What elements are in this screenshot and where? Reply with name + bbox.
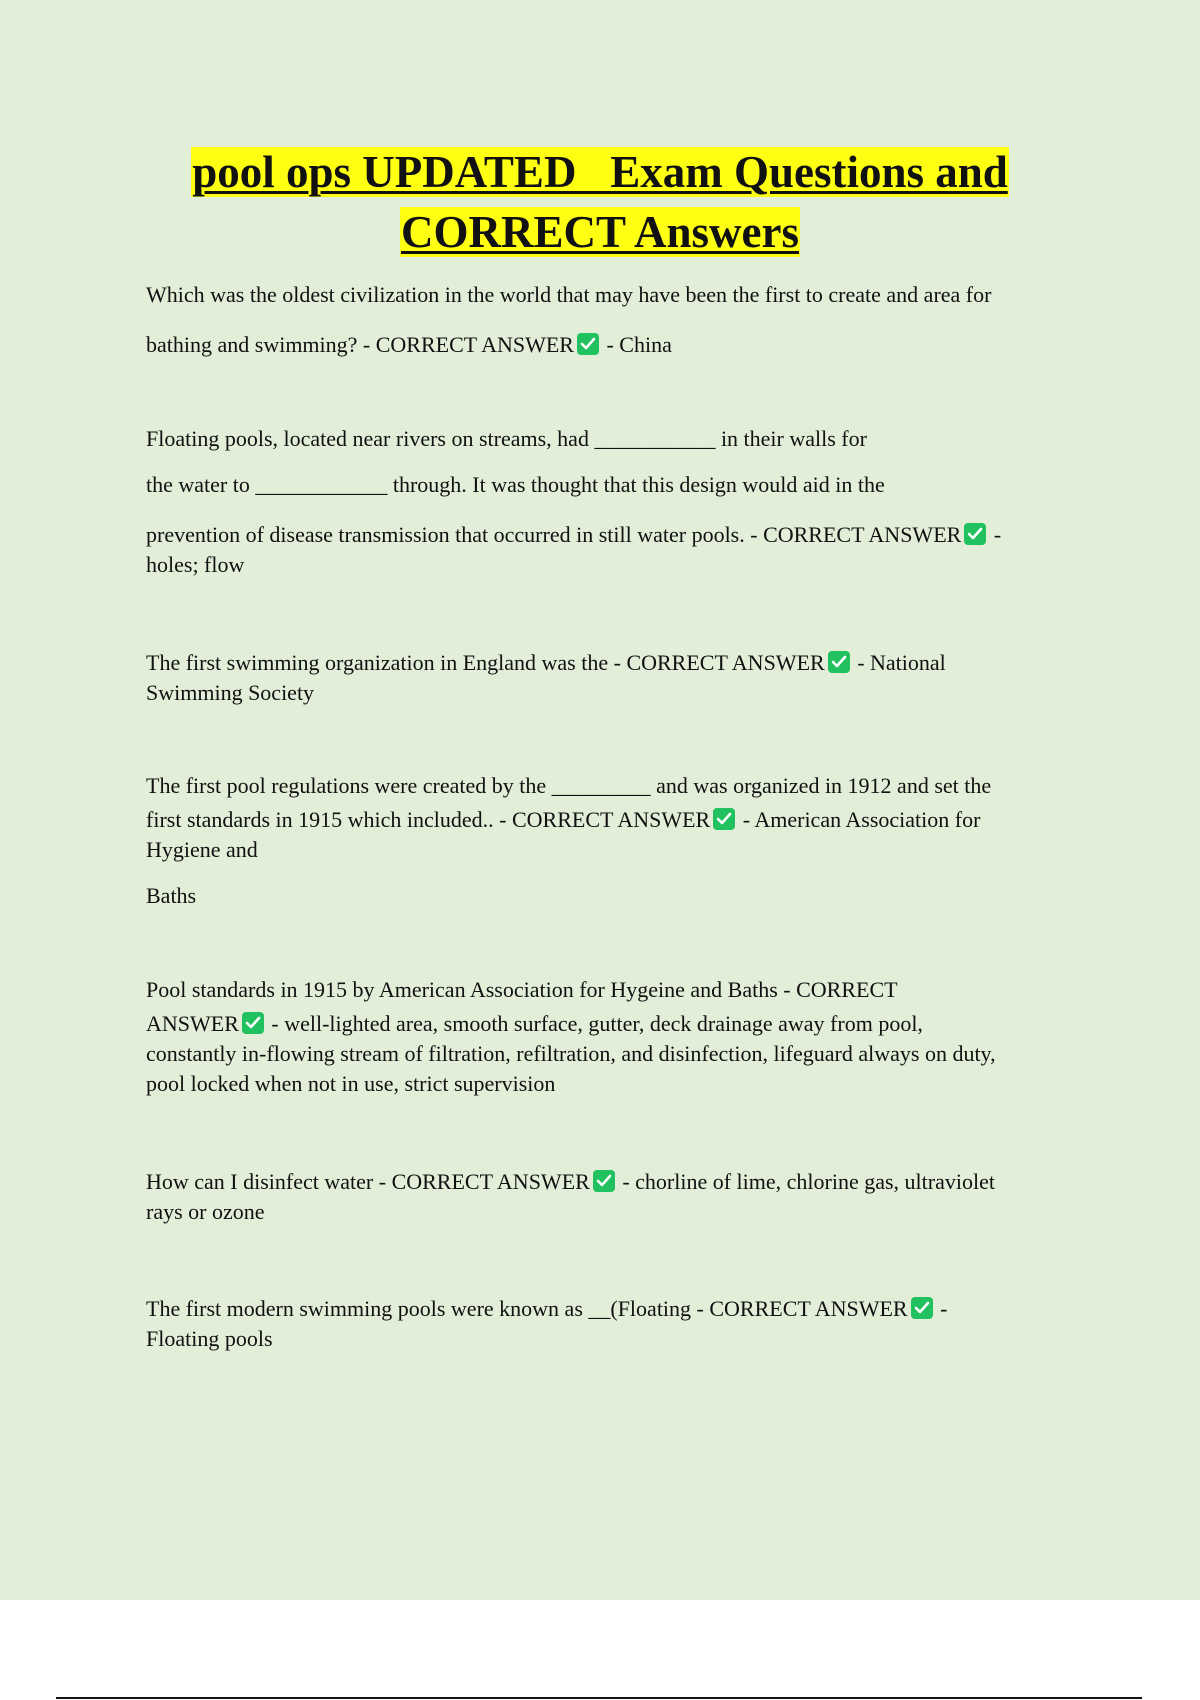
answer-text: - American Association for xyxy=(737,807,981,832)
qa-item-2 xyxy=(146,424,1086,580)
answer-text: - China xyxy=(600,332,672,357)
qa-item-6 xyxy=(146,1167,1086,1227)
answer-text: - xyxy=(988,522,1002,547)
answer-text: holes; flow xyxy=(146,552,245,577)
footer-divider xyxy=(56,1697,1142,1699)
question-text: prevention of disease transmission that occurred in still water pools. - CORRECT ANSWER xyxy=(146,522,962,547)
title-line-1: pool ops UPDATED Exam Questions and xyxy=(192,147,1008,197)
qa-item-1 xyxy=(146,280,1086,360)
question-text: bathing and swimming? - CORRECT ANSWER xyxy=(146,332,574,357)
answer-text: rays or ozone xyxy=(146,1199,265,1224)
answer-text: constantly in-flowing stream of filtration, refiltration, and disinfection, lifeguard always on duty, xyxy=(146,1041,996,1066)
check-mark-icon xyxy=(964,523,986,545)
title-line-2: CORRECT Answers xyxy=(401,207,799,257)
question-text: first standards in 1915 which included.. - CORRECT ANSWER xyxy=(146,807,711,832)
answer-text: Floating pools xyxy=(146,1326,273,1351)
document-title xyxy=(0,142,1200,262)
question-text: The first modern swimming pools were known as __(Floating - CORRECT ANSWER xyxy=(146,1296,908,1321)
question-text: ANSWER xyxy=(146,1011,239,1036)
qa-item-3 xyxy=(146,648,1086,708)
qa-item-4 xyxy=(146,771,1086,911)
answer-text: Hygiene and xyxy=(146,837,258,862)
answer-text: - xyxy=(934,1296,948,1321)
question-text: Which was the oldest civilization in the world that may have been the first to create and area for xyxy=(146,282,992,307)
check-mark-icon xyxy=(713,808,735,830)
answer-text: - well-lighted area, smooth surface, gutter, deck drainage away from pool, xyxy=(265,1011,923,1036)
answer-text: - chorline of lime, chlorine gas, ultraviolet xyxy=(616,1169,995,1194)
question-text: The first swimming organization in England was the - CORRECT ANSWER xyxy=(146,650,825,675)
qa-item-7 xyxy=(146,1294,1086,1354)
answer-text: - National xyxy=(851,650,946,675)
question-text: How can I disinfect water - CORRECT ANSWER xyxy=(146,1169,590,1194)
question-text: The first pool regulations were created by the _________ and was organized in 1912 and set the xyxy=(146,773,992,798)
question-text: Pool standards in 1915 by American Association for Hygeine and Baths - CORRECT xyxy=(146,977,898,1002)
check-mark-icon xyxy=(911,1297,933,1319)
check-mark-icon xyxy=(242,1012,264,1034)
check-mark-icon xyxy=(828,651,850,673)
qa-item-5 xyxy=(146,975,1086,1099)
check-mark-icon xyxy=(577,333,599,355)
answer-text: Baths xyxy=(146,883,197,908)
answer-text: Swimming Society xyxy=(146,680,315,705)
question-text: the water to ____________ through. It was thought that this design would aid in the xyxy=(146,472,885,497)
answer-text: pool locked when not in use, strict supervision xyxy=(146,1071,556,1096)
question-text: Floating pools, located near rivers on streams, had ___________ in their walls for xyxy=(146,426,867,451)
check-mark-icon xyxy=(593,1170,615,1192)
